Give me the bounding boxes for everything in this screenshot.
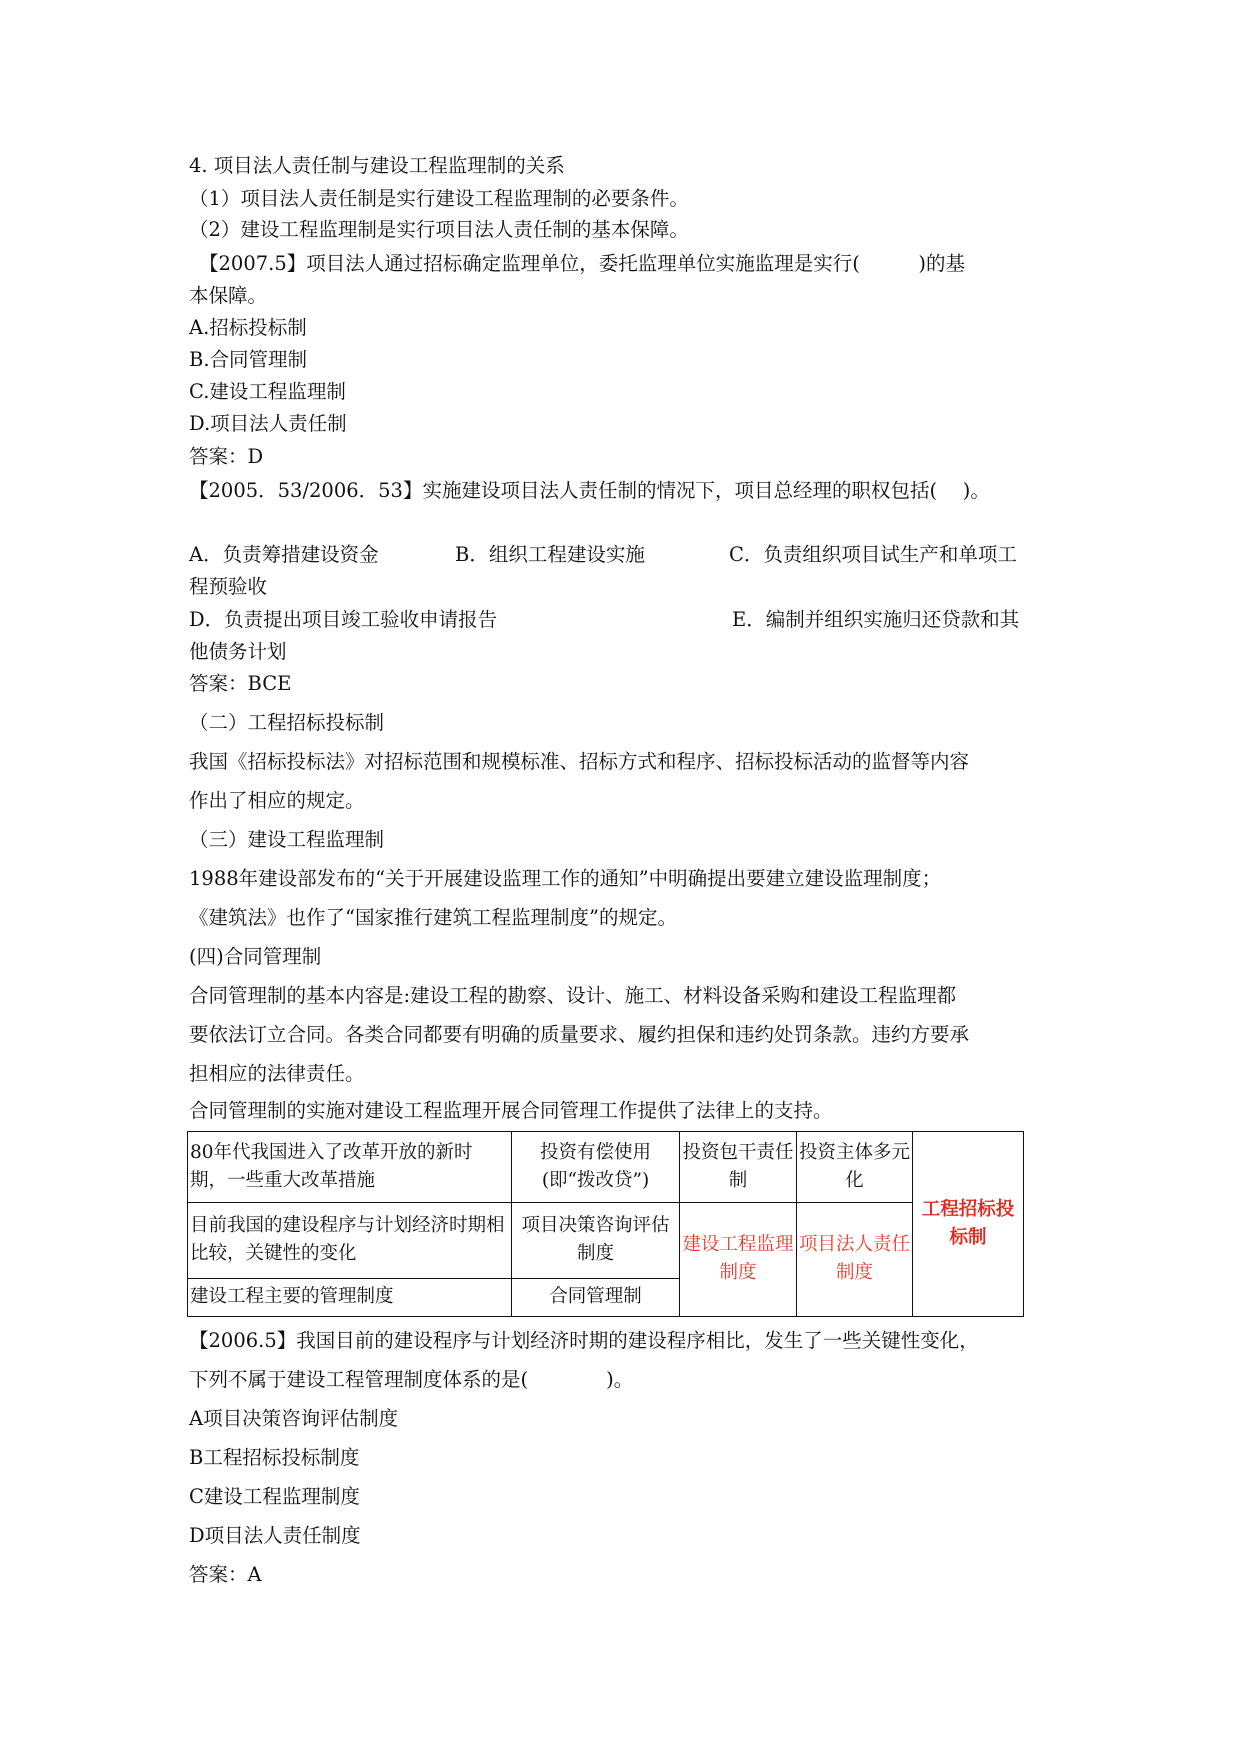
paragraph-line: 我国《招标投标法》对招标范围和规模标准、招标方式和程序、招标投标活动的监督等内容 bbox=[189, 750, 970, 773]
option-e: E．编制并组织实施归还贷款和其 bbox=[732, 608, 1020, 631]
answer: 答案：D bbox=[189, 445, 264, 468]
question-stem: 下列不属于建设工程管理制度体系的是( )。 bbox=[189, 1368, 634, 1391]
section-heading: (四)合同管理制 bbox=[189, 945, 322, 968]
question-stem: 【2006.5】我国目前的建设程序与计划经济时期的建设程序相比，发生了一些关键性变化， bbox=[189, 1329, 979, 1352]
option-d: D．负责提出项目竣工验收申请报告 bbox=[189, 608, 498, 631]
paragraph-line: 合同管理制的基本内容是:建设工程的勘察、设计、施工、材料设备采购和建设工程监理都 bbox=[189, 984, 957, 1007]
paragraph-line: （2）建设工程监理制是实行项目法人责任制的基本保障。 bbox=[189, 218, 689, 241]
section-heading: 4. 项目法人责任制与建设工程监理制的关系 bbox=[189, 154, 565, 177]
paragraph-line: 要依法订立合同。各类合同都要有明确的质量要求、履约担保和违约处罚条款。违约方要承 bbox=[189, 1023, 970, 1046]
option-b: B.合同管理制 bbox=[189, 348, 308, 371]
paragraph-line: 担相应的法律责任。 bbox=[189, 1062, 365, 1085]
section-heading: （二）工程招标投标制 bbox=[189, 711, 385, 734]
option-a: A项目决策咨询评估制度 bbox=[189, 1407, 399, 1430]
option-c-continued: 程预验收 bbox=[189, 575, 268, 598]
question-stem: 【2005．53/2006．53】实施建设项目法人责任制的情况下，项目总经理的职权包括( )。 bbox=[189, 479, 990, 502]
section-heading: （三）建设工程监理制 bbox=[189, 828, 385, 851]
paragraph-line: 1988年建设部发布的“关于开展建设监理工作的通知”中明确提出要建立建设监理制度； bbox=[189, 867, 942, 890]
table-cell-highlight: 工程招标投标制 bbox=[913, 1132, 1024, 1317]
paragraph-line: 《建筑法》也作了“国家推行建筑工程监理制度”的规定。 bbox=[189, 906, 677, 929]
reform-table bbox=[187, 1131, 1024, 1317]
table-cell: 80年代我国进入了改革开放的新时期，一些重大改革措施 bbox=[188, 1132, 512, 1203]
option-a: A.招标投标制 bbox=[189, 316, 307, 339]
options-row bbox=[189, 606, 1049, 634]
paragraph-line: （1）项目法人责任制是实行建设工程监理制的必要条件。 bbox=[189, 187, 689, 210]
option-c: C建设工程监理制度 bbox=[189, 1485, 360, 1508]
question-stem: 【2007.5】项目法人通过招标确定监理单位，委托监理单位实施监理是实行( )的基 bbox=[199, 252, 965, 275]
table-cell: 合同管理制 bbox=[512, 1278, 680, 1316]
option-a: A．负责筹措建设资金 bbox=[189, 543, 379, 566]
option-d: D项目法人责任制度 bbox=[189, 1524, 361, 1547]
option-d: D.项目法人责任制 bbox=[189, 412, 347, 435]
table-cell: 项目决策咨询评估制度 bbox=[512, 1202, 680, 1278]
table-cell-highlight: 项目法人责任制度 bbox=[797, 1202, 913, 1316]
paragraph-line: 合同管理制的实施对建设工程监理开展合同管理工作提供了法律上的支持。 bbox=[189, 1099, 833, 1122]
table-cell: 投资主体多元化 bbox=[797, 1132, 913, 1203]
table-cell-highlight: 建设工程监理制度 bbox=[680, 1202, 797, 1316]
table-cell: 投资有偿使用(即“拨改贷”) bbox=[512, 1132, 680, 1203]
option-b: B．组织工程建设实施 bbox=[455, 543, 645, 566]
option-c: C.建设工程监理制 bbox=[189, 380, 346, 403]
paragraph-line: 作出了相应的规定。 bbox=[189, 789, 365, 812]
answer: 答案：A bbox=[189, 1563, 262, 1586]
answer: 答案：BCE bbox=[189, 672, 292, 695]
option-c: C．负责组织项目试生产和单项工 bbox=[729, 543, 1017, 566]
option-b: B工程招标投标制度 bbox=[189, 1446, 360, 1469]
table-cell: 建设工程主要的管理制度 bbox=[188, 1278, 512, 1316]
option-e-continued: 他债务计划 bbox=[189, 640, 287, 663]
question-stem: 本保障。 bbox=[189, 284, 268, 307]
table-cell: 目前我国的建设程序与计划经济时期相比较，关键性的变化 bbox=[188, 1202, 512, 1278]
table-cell: 投资包干责任制 bbox=[680, 1132, 797, 1203]
options-row bbox=[189, 541, 1049, 569]
